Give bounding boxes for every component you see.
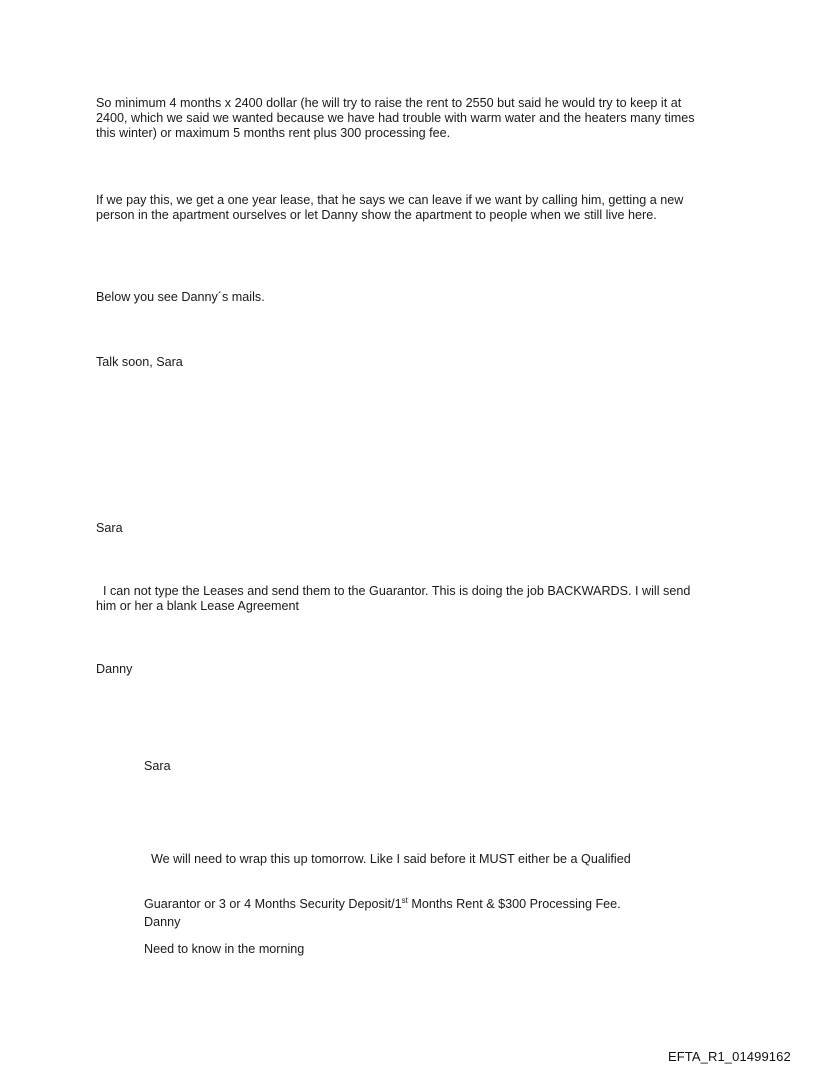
email-paragraph-1: So minimum 4 months x 2400 dollar (he will try to raise the rent to 2550 but said he would try to keep it at 2400, which we said we wanted because we have had trouble with warm water and the heaters many times this winter) or maximum 5 months rent plus 300 processing fee.	[96, 96, 699, 140]
quoted-mail-1-greeting: Sara	[96, 521, 123, 535]
quoted-mail-2-greeting: Sara	[144, 759, 171, 773]
quoted-mail-2-line-1: We will need to wrap this up tomorrow. Like I said before it MUST either be a Qualified	[144, 852, 631, 866]
quoted-mail-2-line-2-pre: Guarantor or 3 or 4 Months Security Deposit/1	[144, 897, 402, 911]
email-paragraph-3: Below you see Danny´s mails.	[96, 290, 265, 304]
quoted-mail-2-line-2	[144, 897, 704, 912]
quoted-mail-1-signature: Danny	[96, 662, 133, 676]
quoted-mail-2-line-3: Need to know in the morning	[144, 942, 305, 956]
ordinal-suffix: st	[401, 895, 408, 905]
quoted-mail-2-signature: Danny	[144, 915, 181, 929]
email-paragraph-2: If we pay this, we get a one year lease, that he says we can leave if we want by calling him, getting a new person in the apartment ourselves or let Danny show the apartment to people when we still live here.	[96, 193, 687, 222]
email-signoff: Talk soon, Sara	[96, 355, 183, 369]
quoted-mail-2-line-2-post: Months Rent & $300 Processing Fee.	[407, 897, 621, 911]
quoted-mail-1-body: I can not type the Leases and send them to the Guarantor. This is doing the job BACKWARDS. I will send him or her a blank Lease Agreement	[96, 584, 694, 613]
document-id-footer: EFTA_R1_01499162	[668, 1049, 791, 1064]
quoted-mail-2-body	[144, 822, 704, 972]
